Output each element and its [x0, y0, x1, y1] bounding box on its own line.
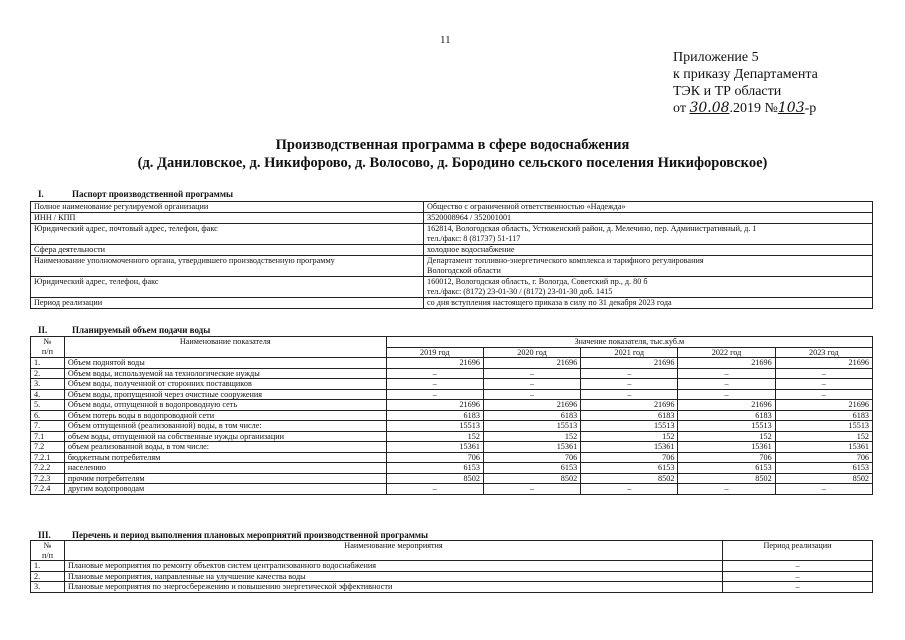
table-row — [31, 379, 873, 390]
row-indicator-name: другим водопроводам — [64, 484, 386, 495]
passport-value-line: 3520008964 / 352001001 — [427, 213, 512, 222]
row-value: 6183 — [386, 410, 483, 421]
row-value: 15361 — [678, 442, 775, 453]
row-number: 6. — [31, 410, 65, 421]
passport-label: Юридический адрес, почтовый адрес, телефон, факс — [31, 224, 424, 245]
passport-value-line: холодное водоснабжение — [427, 245, 515, 254]
row-value: 15361 — [581, 442, 678, 453]
row-value: 6153 — [581, 463, 678, 474]
col-header-year: 2020 год — [483, 347, 580, 358]
row-value: 152 — [386, 431, 483, 442]
row-value: 152 — [581, 431, 678, 442]
row-number: 1. — [31, 358, 65, 369]
row-number: 3. — [31, 582, 65, 593]
row-value: – — [775, 379, 872, 390]
passport-value — [424, 202, 873, 213]
appendix-date-line — [673, 100, 818, 117]
passport-row — [31, 277, 873, 298]
row-value: 21696 — [581, 358, 678, 369]
table-row — [31, 582, 873, 593]
row-indicator-name: Объем потерь воды в водопроводной сети — [64, 410, 386, 421]
row-value: – — [678, 484, 775, 495]
row-number: 1. — [31, 561, 65, 572]
passport-row — [31, 245, 873, 256]
row-value: 21696 — [386, 358, 483, 369]
row-value: – — [483, 379, 580, 390]
row-number: 7.1 — [31, 431, 65, 442]
col-header-measure: Наименование мероприятия — [65, 541, 723, 561]
table-row — [31, 431, 873, 442]
table-row — [31, 358, 873, 369]
passport-value — [424, 277, 873, 298]
row-value: 706 — [386, 452, 483, 463]
row-value: 21696 — [483, 400, 580, 411]
order-number: 103 — [777, 100, 805, 116]
row-value: – — [581, 389, 678, 400]
row-value: 21696 — [775, 400, 872, 411]
row-value: – — [775, 368, 872, 379]
section-2-title: Планируемый объем подачи воды — [72, 325, 211, 335]
row-value: 21696 — [386, 400, 483, 411]
date-month: .08 — [707, 100, 730, 116]
measures-table — [30, 540, 873, 593]
row-indicator-name: Объем воды, используемой на технологические нужды — [64, 368, 386, 379]
table-row — [31, 400, 873, 411]
row-value: 8502 — [483, 473, 580, 484]
row-value: – — [581, 484, 678, 495]
row-indicator-name: Объем отпущенной (реализованной) воды, в том числе: — [64, 421, 386, 432]
row-value: 6183 — [483, 410, 580, 421]
row-value: 6153 — [775, 463, 872, 474]
passport-value-line: 162814, Вологодская область, Устюженский район, д. Мелечино, пер. Административный, д. 1 — [427, 224, 757, 233]
row-value: – — [678, 389, 775, 400]
row-value: – — [678, 379, 775, 390]
row-value: 8502 — [775, 473, 872, 484]
row-number: 7.2.2 — [31, 463, 65, 474]
row-number: 2. — [31, 368, 65, 379]
table-row — [31, 452, 873, 463]
passport-value-line-2: тел./факс: (8172) 23-01-30 / (8172) 23-01-30 доб. 1415 — [427, 287, 613, 296]
col-header-indicator: Наименование показателя — [64, 337, 386, 358]
row-indicator-name: прочим потребителям — [64, 473, 386, 484]
passport-row — [31, 202, 873, 213]
passport-row — [31, 256, 873, 277]
row-number: 2. — [31, 571, 65, 582]
section-3-title: Перечень и период выполнения плановых мероприятий производственной программы — [72, 530, 429, 540]
passport-row — [31, 298, 873, 309]
row-period: – — [723, 561, 873, 572]
appendix-line-1: Приложение 5 — [673, 50, 759, 65]
passport-label: Сфера деятельности — [31, 245, 424, 256]
col-header-year: 2023 год — [775, 347, 872, 358]
section-1-number: I. — [38, 189, 44, 199]
row-number: 7.2.1 — [31, 452, 65, 463]
row-indicator-name: Объем воды, пропущенной через очистные сооружения — [64, 389, 386, 400]
table-row — [31, 368, 873, 379]
passport-value-line: Департамент топливно-энергетического комплекса и тарифного регулирования — [427, 256, 704, 265]
row-value: 15361 — [386, 442, 483, 453]
row-number: 5. — [31, 400, 65, 411]
water-volume-table — [30, 336, 873, 495]
col-header-year: 2022 год — [678, 347, 775, 358]
row-value: – — [386, 389, 483, 400]
section-1-title: Паспорт производственной программы — [72, 189, 233, 199]
row-value: 6153 — [678, 463, 775, 474]
row-value: 15513 — [678, 421, 775, 432]
appendix-header — [673, 49, 818, 117]
row-indicator-name: Объем воды, полученной от сторонних поставщиков — [64, 379, 386, 390]
passport-label: Полное наименование регулируемой организации — [31, 202, 424, 213]
row-value: 8502 — [678, 473, 775, 484]
passport-value — [424, 224, 873, 245]
section-3-number: III. — [38, 530, 51, 540]
passport-label: ИНН / КПП — [31, 213, 424, 224]
table-row — [31, 484, 873, 495]
row-value: – — [581, 379, 678, 390]
date-year: .2019 № — [729, 101, 778, 116]
row-value: – — [386, 484, 483, 495]
row-value: 6153 — [483, 463, 580, 474]
col-header-year: 2021 год — [581, 347, 678, 358]
row-value: – — [483, 368, 580, 379]
row-value: 15513 — [581, 421, 678, 432]
table-row — [31, 389, 873, 400]
row-value: 15513 — [483, 421, 580, 432]
row-number: 3. — [31, 379, 65, 390]
table-row — [31, 410, 873, 421]
row-value: – — [581, 368, 678, 379]
row-value: 21696 — [581, 400, 678, 411]
row-number: 7. — [31, 421, 65, 432]
col-header-values: Значение показателя, тыс.куб.м — [386, 337, 872, 348]
row-value: 21696 — [775, 358, 872, 369]
row-indicator-name: Объем поднятой воды — [64, 358, 386, 369]
row-value: – — [483, 484, 580, 495]
table-row — [31, 463, 873, 474]
passport-value — [424, 213, 873, 224]
row-value: 21696 — [483, 358, 580, 369]
passport-label: Юридический адрес, телефон, факс — [31, 277, 424, 298]
row-indicator-name: бюджетным потребителям — [64, 452, 386, 463]
row-number: 7.2 — [31, 442, 65, 453]
passport-value-line-2: Вологодской области — [427, 266, 501, 275]
row-number: 7.2.3 — [31, 473, 65, 484]
table-row — [31, 442, 873, 453]
row-value: – — [775, 389, 872, 400]
passport-value — [424, 298, 873, 309]
date-prefix: от — [673, 101, 686, 116]
table-row — [31, 473, 873, 484]
row-value: 706 — [678, 452, 775, 463]
row-period: – — [723, 582, 873, 593]
row-value: 706 — [483, 452, 580, 463]
row-value: 15513 — [386, 421, 483, 432]
passport-row — [31, 213, 873, 224]
row-value: 706 — [581, 452, 678, 463]
table-row — [31, 561, 873, 572]
row-value: 15513 — [775, 421, 872, 432]
passport-value — [424, 245, 873, 256]
row-value: 706 — [775, 452, 872, 463]
section-1-heading — [30, 189, 233, 199]
order-suffix: -р — [804, 101, 817, 116]
row-measure-name: Плановые мероприятия по энергосбережению и повышению энергетической эффективности — [65, 582, 723, 593]
row-value: 8502 — [581, 473, 678, 484]
row-indicator-name: объем воды, отпущенной на собственные нужды организации — [64, 431, 386, 442]
section-2-number: II. — [38, 325, 48, 335]
col-header-number: № п/п — [31, 541, 65, 561]
row-measure-name: Плановые мероприятия, направленные на улучшение качества воды — [65, 571, 723, 582]
row-value: – — [386, 379, 483, 390]
row-value: – — [678, 368, 775, 379]
row-value: 6183 — [678, 410, 775, 421]
table-row — [31, 421, 873, 432]
passport-row — [31, 224, 873, 245]
section-3-heading — [30, 530, 428, 540]
row-value: 6153 — [386, 463, 483, 474]
passport-label: Период реализации — [31, 298, 424, 309]
row-value: – — [386, 368, 483, 379]
passport-value-line: Общество с ограниченной ответственностью «Надежда» — [427, 202, 626, 211]
row-value: 21696 — [678, 358, 775, 369]
row-measure-name: Плановые мероприятия по ремонту объектов систем централизованного водоснабжения — [65, 561, 723, 572]
passport-label: Наименование уполномоченного органа, утвердившего производственную программу — [31, 256, 424, 277]
row-value: 15361 — [775, 442, 872, 453]
passport-value-line-2: тел./факс: 8 (81737) 51-117 — [427, 234, 521, 243]
table-row — [31, 571, 873, 582]
row-value: – — [775, 484, 872, 495]
col-header-period: Период реализации — [723, 541, 873, 561]
row-period: – — [723, 571, 873, 582]
row-indicator-name: Объем воды, отпущенной в водопроводную сеть — [64, 400, 386, 411]
passport-value-line: со дня вступления настоящего приказа в силу по 31 декабря 2023 года — [427, 298, 672, 307]
document-subtitle: (д. Даниловское, д. Никифорово, д. Волосово, д. Бородино сельского поселения Никифоровское) — [137, 155, 768, 171]
date-day: 30 — [689, 100, 708, 116]
appendix-line-3: ТЭК и ТР области — [673, 84, 782, 99]
row-number: 7.2.4 — [31, 484, 65, 495]
passport-value-line: 160012, Вологодская область, г. Вологда, Советский пр., д. 80 б — [427, 277, 648, 286]
document-title: Производственная программа в сфере водоснабжения — [275, 137, 630, 153]
row-value: 6183 — [775, 410, 872, 421]
row-value: 152 — [775, 431, 872, 442]
col-header-number: № п/п — [31, 337, 65, 358]
row-value: – — [483, 389, 580, 400]
page-number: 11 — [440, 34, 451, 46]
row-value: 15361 — [483, 442, 580, 453]
row-indicator-name: объем реализованной воды, в том числе: — [64, 442, 386, 453]
passport-value — [424, 256, 873, 277]
appendix-line-2: к приказу Департамента — [673, 67, 818, 82]
col-header-year: 2019 год — [386, 347, 483, 358]
row-value: 21696 — [678, 400, 775, 411]
row-value: 152 — [678, 431, 775, 442]
row-indicator-name: населению — [64, 463, 386, 474]
passport-table — [30, 201, 873, 309]
row-value: 8502 — [386, 473, 483, 484]
row-number: 4. — [31, 389, 65, 400]
section-2-heading — [30, 325, 210, 335]
row-value: 152 — [483, 431, 580, 442]
row-value: 6183 — [581, 410, 678, 421]
